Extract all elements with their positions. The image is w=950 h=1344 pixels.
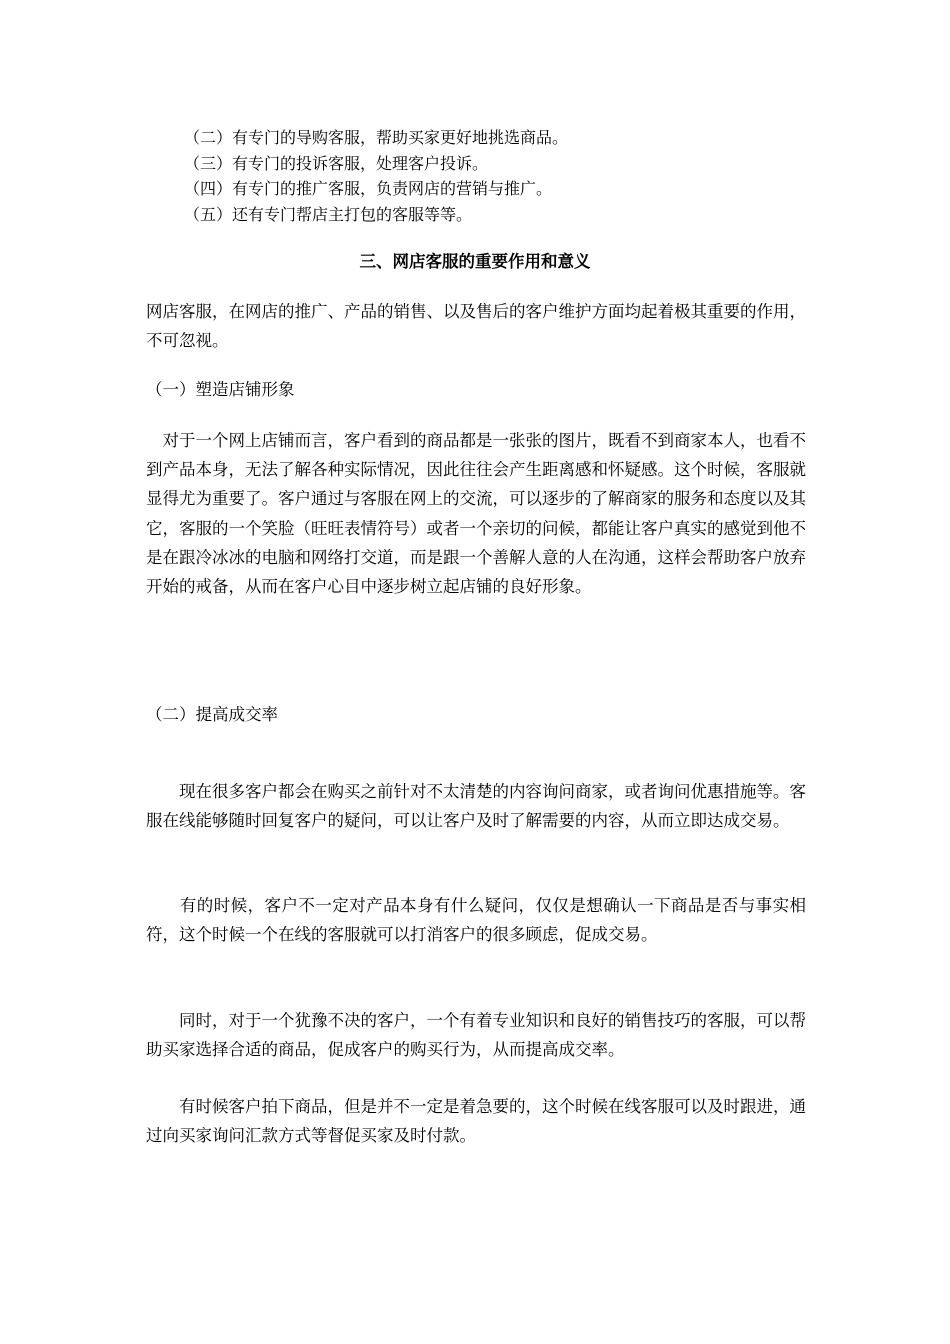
list-item-2: （二）有专门的导购客服，帮助买家更好地挑选商品。: [184, 128, 569, 147]
subsection-1-paragraph: 对于一个网上店铺而言，客户看到的商品都是一张张的图片，既看不到商家本人，也看不到产品本身，无法了解各种实际情况，因此往往会产生距离感和怀疑感。这个时候，客服就显得尤为重要了。客户通过与客服在网上的交流，可以逐步的了解商家的服务和态度以及其它，客服的一个笑脸（旺旺表情符号）或者一个亲切的问候，都能让客户真实的感觉到他不是在跟冷冰冰的电脑和网络打交道，而是跟一个善解人意的人在沟通，这样会帮助客户放弃开始的戒备，从而在客户心目中逐步树立起店铺的良好形象。: [146, 431, 806, 597]
subsection-2-paragraph-1: 现在很多客户都会在购买之前针对不太清楚的内容询问商家，或者询问优惠措施等。客服在线能够随时回复客户的疑问，可以让客户及时了解需要的内容，从而立即达成交易。: [146, 782, 806, 831]
list-item-3: （三）有专门的投诉客服，处理客户投诉。: [184, 154, 489, 173]
subsection-2-paragraph-2: 有的时候，客户不一定对产品本身有什么疑问，仅仅是想确认一下商品是否与事实相符，这个时候一个在线的客服就可以打消客户的很多顾虑，促成交易。: [146, 896, 806, 945]
intro-paragraph: 网店客服，在网店的推广、产品的销售、以及售后的客户维护方面均起着极其重要的作用，不可忽视。: [146, 302, 806, 351]
subsection-2-paragraph-3: 同时，对于一个犹豫不决的客户，一个有着专业知识和良好的销售技巧的客服，可以帮助买家选择合适的商品，促成客户的购买行为，从而提高成交率。: [146, 1011, 806, 1060]
list-item-4: （四）有专门的推广客服，负责网店的营销与推广。: [184, 179, 553, 198]
list-item-5: （五）还有专门帮店主打包的客服等等。: [184, 205, 473, 224]
subsection-1-title: （一）塑造店铺形象: [146, 380, 295, 399]
subsection-2-title: （二）提高成交率: [146, 705, 278, 724]
section-heading: 三、网店客服的重要作用和意义: [359, 252, 591, 271]
subsection-2-paragraph-4: 有时候客户拍下商品，但是并不一定是着急要的，这个时候在线客服可以及时跟进，通过向买家询问汇款方式等督促买家及时付款。: [146, 1097, 806, 1146]
